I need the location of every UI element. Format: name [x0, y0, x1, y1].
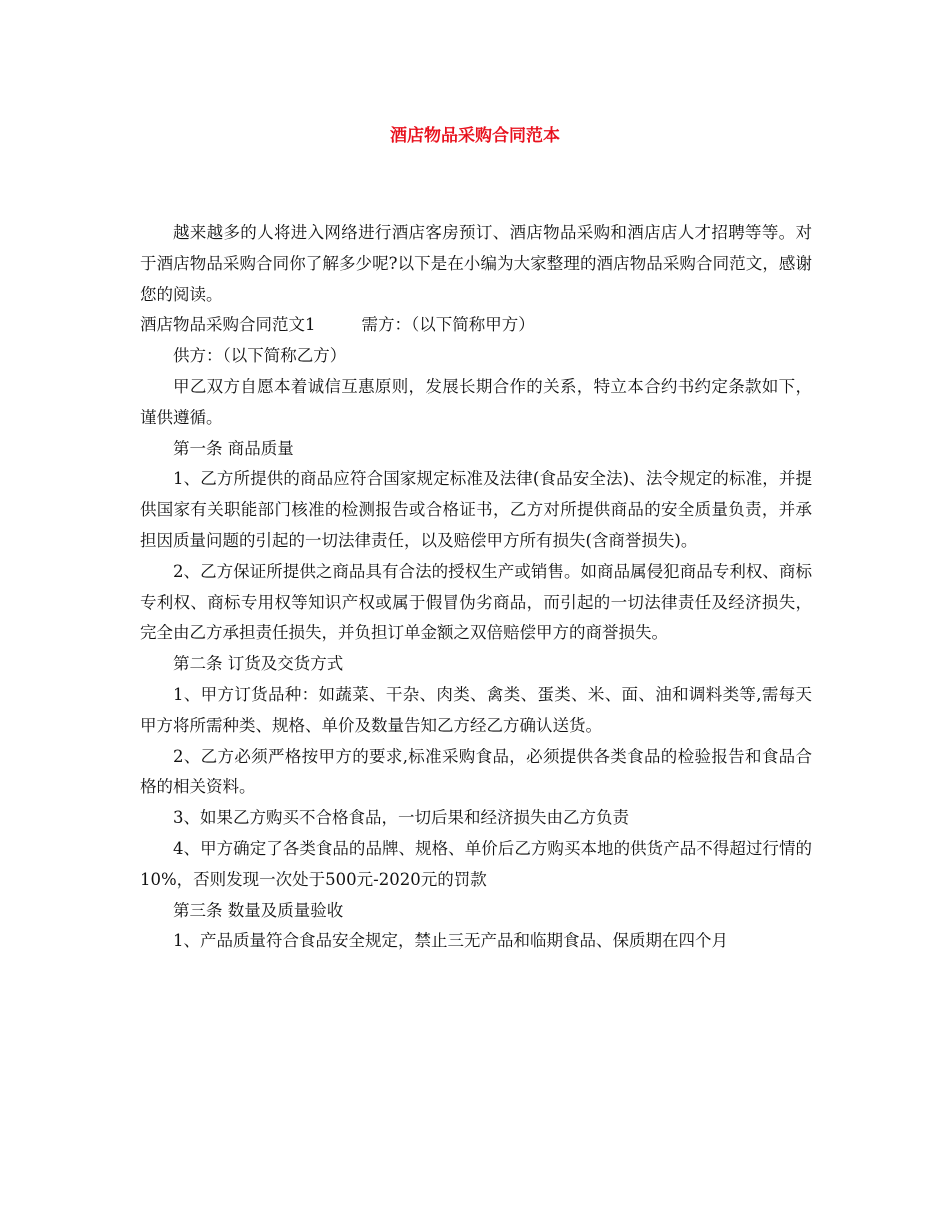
article2-item4: 4、甲方确定了各类食品的品牌、规格、单价后乙方购买本地的供货产品不得超过行情的10%，否则发现一次处于500元-2020元的罚款 [140, 838, 812, 889]
sample-heading-line [140, 310, 812, 341]
article2-item3: 3、如果乙方购买不合格食品，一切后果和经济损失由乙方负责 [173, 808, 629, 828]
intro-paragraph: 越来越多的人将进入网络进行酒店客房预订、酒店物品采购和酒店店人才招聘等等。对于酒店物品采购合同你了解多少呢?以下是在小编为大家整理的酒店物品采购合同范文，感谢您的阅读。 [140, 223, 812, 304]
article1-item2: 2、乙方保证所提供之商品具有合法的授权生产或销售。如商品属侵犯商品专利权、商标专利权、商标专用权等知识产权或属于假冒伪劣商品，而引起的一切法律责任及经济损失，完全由乙方承担责任损失，并负担订单金额之双倍赔偿甲方的商誉损失。 [140, 561, 812, 643]
article2-title: 第二条 订货及交货方式 [173, 654, 344, 674]
article2-item2: 2、乙方必须严格按甲方的要求,标准采购食品，必须提供各类食品的检验报告和食品合格的相关资料。 [140, 746, 812, 797]
article1-title: 第一条 商品质量 [173, 438, 294, 458]
buyer-line: 需方：（以下简称甲方） [361, 315, 535, 335]
sample-heading: 酒店物品采购合同范文1 [140, 315, 316, 335]
document-title: 酒店物品采购合同范本 [390, 126, 560, 146]
article2-item1: 1、甲方订货品种：如蔬菜、干杂、肉类、禽类、蛋类、米、面、油和调料类等,需每天甲方将所需种类、规格、单价及数量告知乙方经乙方确认送货。 [140, 684, 812, 735]
supplier-line: 供方：（以下简称乙方） [173, 346, 347, 366]
article3-item1: 1、产品质量符合食品安全规定，禁止三无产品和临期食品、保质期在四个月 [173, 931, 728, 951]
article1-item1: 1、乙方所提供的商品应符合国家规定标准及法律(食品安全法)、法令规定的标准，并提供国家有关职能部门核准的检测报告或合格证书，乙方对所提供商品的安全质量负责，并承担因质量问题的引起的一切法律责任，以及赔偿甲方所有损失(含商誉损失)。 [140, 469, 812, 550]
document-body [140, 218, 812, 957]
preamble-paragraph: 甲乙双方自愿本着诚信互惠原则，发展长期合作的关系，特立本合约书约定条款如下，谨供遵循。 [140, 376, 812, 427]
article3-title: 第三条 数量及质量验收 [173, 900, 344, 920]
